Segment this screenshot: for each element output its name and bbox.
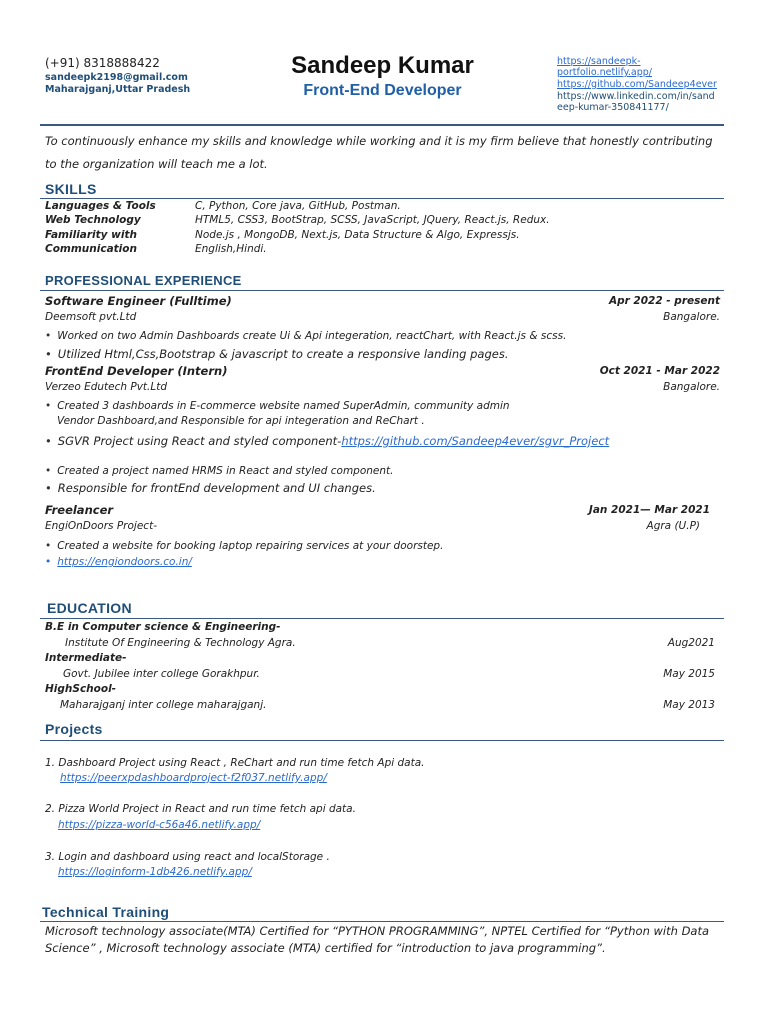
job-title: FrontEnd Developer (Intern) <box>45 364 228 378</box>
portfolio-link[interactable]: https://sandeepk- <box>557 56 641 67</box>
experience-rule <box>40 290 724 291</box>
job-place: Bangalore. <box>663 381 720 393</box>
skills-rule <box>40 198 724 199</box>
edu-date: May 2015 <box>663 668 715 680</box>
skill-label: Familiarity with <box>45 229 137 241</box>
job-role: Front-End Developer <box>303 82 462 99</box>
job-bullet: • Created 3 dashboards in E-commerce website named SuperAdmin, community admin <box>45 400 510 412</box>
training-rule <box>40 921 724 922</box>
job-company: Verzeo Edutech Pvt.Ltd <box>45 381 168 393</box>
linkedin-link[interactable]: https://www.linkedin.com/in/sand <box>557 91 715 102</box>
job-bullet: • https://engiondoors.co.in/ <box>45 556 192 568</box>
training-line-2: Science” , Microsoft technology associate (MTA) certified for “introduction to java programming”. <box>45 941 606 955</box>
skill-label: Languages & Tools <box>45 200 156 212</box>
school: Govt. Jubilee inter college Gorakhpur. <box>63 668 260 680</box>
portfolio-link-cont[interactable]: portfolio.netlify.app/ <box>557 67 652 78</box>
skill-value: Node.js , MongoDB, Next.js, Data Structure & Algo, Expressjs. <box>195 229 520 241</box>
education-heading: EDUCATION <box>47 600 132 616</box>
job-place: Bangalore. <box>663 311 720 323</box>
engiondoors-link[interactable]: https://engiondoors.co.in/ <box>57 556 192 568</box>
job-dates: Apr 2022 - present <box>608 295 720 307</box>
degree: HighSchool- <box>45 683 117 695</box>
sgvr-project-link[interactable]: https://github.com/Sandeep4ever/sgvr_Project <box>341 434 610 448</box>
project-link[interactable]: https://pizza-world-c56a46.netlify.app/ <box>58 819 261 831</box>
phone: (+91) 8318888422 <box>45 56 160 70</box>
education-rule <box>40 618 724 619</box>
job-title: Freelancer <box>45 503 114 517</box>
project-item: 2. Pizza World Project in React and run time fetch api data. <box>45 803 356 815</box>
job-bullet: • Created a website for booking laptop repairing services at your doorstep. <box>45 540 443 552</box>
project-link[interactable]: https://peerxpdashboardproject-f2f037.netlify.app/ <box>60 772 327 784</box>
location: Maharajganj,Uttar Pradesh <box>45 84 191 95</box>
degree: Intermediate- <box>45 652 127 664</box>
project-link[interactable]: https://loginform-1db426.netlify.app/ <box>58 866 252 878</box>
project-item: 1. Dashboard Project using React , ReChart and run time fetch Api data. <box>45 757 425 769</box>
email[interactable]: sandeepk2198@gmail.com <box>45 72 188 83</box>
job-place: Agra (U.P) <box>646 520 700 532</box>
experience-heading: PROFESSIONAL EXPERIENCE <box>45 273 242 288</box>
job-company: EngiOnDoors Project- <box>45 520 157 532</box>
job-bullet: • Responsible for frontEnd development and UI changes. <box>45 481 376 495</box>
job-dates: Oct 2021 - Mar 2022 <box>599 365 720 377</box>
school: Maharajganj inter college maharajganj. <box>60 699 267 711</box>
skill-label: Web Technology <box>45 214 141 226</box>
training-heading: Technical Training <box>42 904 170 920</box>
header-rule <box>40 124 724 126</box>
skill-value: English,Hindi. <box>195 243 267 255</box>
training-line-1: Microsoft technology associate(MTA) Certified for “PYTHON PROGRAMMING”, NPTEL Certified for “Python with Data <box>45 924 710 938</box>
skill-label: Communication <box>45 243 137 255</box>
objective-line-1: To continuously enhance my skills and knowledge while working and it is my firm believe that honestly contributing <box>45 134 713 148</box>
job-bullet <box>45 434 609 448</box>
linkedin-link-cont[interactable]: eep-kumar-350841177/ <box>557 102 669 113</box>
skills-heading: SKILLS <box>45 181 97 197</box>
job-title: Software Engineer (Fulltime) <box>45 294 232 308</box>
objective-line-2: to the organization will teach me a lot. <box>45 157 268 171</box>
job-bullet-cont: Vendor Dashboard,and Responsible for api integeration and ReChart . <box>57 415 425 427</box>
projects-rule <box>40 740 724 741</box>
job-bullet: • Utilized Html,Css,Bootstrap & javascript to create a responsive landing pages. <box>45 347 508 361</box>
job-company: Deemsoft pvt.Ltd <box>45 311 137 323</box>
edu-date: May 2013 <box>663 699 715 711</box>
skill-value: HTML5, CSS3, BootStrap, SCSS, JavaScript, JQuery, React.js, Redux. <box>195 214 550 226</box>
edu-date: Aug2021 <box>667 637 715 649</box>
job-bullet: • Created a project named HRMS in React and styled component. <box>45 465 393 477</box>
job-bullet: • Worked on two Admin Dashboards create Ui & Api integeration, reactChart, with React.js & scss. <box>45 330 566 342</box>
candidate-name: Sandeep Kumar <box>291 52 474 79</box>
project-item: 3. Login and dashboard using react and localStorage . <box>45 851 330 863</box>
projects-heading: Projects <box>45 721 103 737</box>
job-bullet-text: • SGVR Project using React and styled component- <box>45 434 341 448</box>
github-link[interactable]: https://github.com/Sandeep4ever <box>557 79 717 90</box>
skill-value: C, Python, Core java, GitHub, Postman. <box>195 200 401 212</box>
school: Institute Of Engineering & Technology Agra. <box>65 637 296 649</box>
job-dates: Jan 2021— Mar 2021 <box>588 504 710 516</box>
degree: B.E in Computer science & Engineering- <box>45 621 281 633</box>
